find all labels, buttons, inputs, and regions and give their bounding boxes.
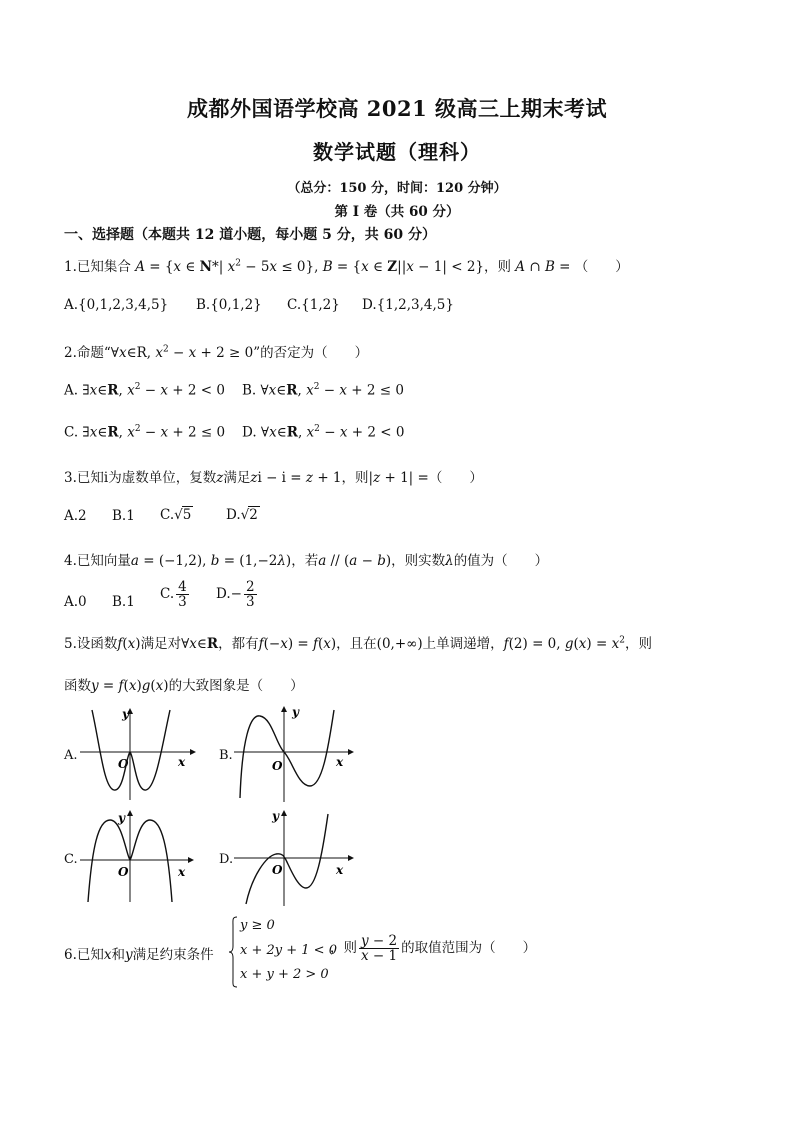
svg-text:y: y: [118, 811, 125, 825]
q6-system-brace: [228, 916, 238, 988]
q5-option-d-label: D.: [219, 852, 234, 867]
svg-text:x: x: [336, 863, 344, 877]
q4-option-a: A.0: [64, 594, 87, 610]
q1-prefix: 1.已知集合: [64, 259, 131, 275]
q2-option-a: A. ∃x∈R, $x^2 - x + 2 < 0$: [64, 382, 225, 399]
svg-text:y: y: [122, 707, 129, 721]
svg-text:O: O: [272, 759, 283, 773]
question-1: [64, 255, 629, 275]
q2-option-d: D. ∀x∈R, $x^2 - x + 2 < 0$: [242, 424, 405, 441]
svg-text:O: O: [272, 863, 283, 877]
q1-option-a: A.{0,1,2,3,4,5}: [64, 297, 169, 313]
exam-part: 第 I 卷（共 60 分）: [334, 204, 460, 220]
q5-option-c-graph: [78, 808, 196, 904]
svg-text:O: O: [118, 757, 129, 771]
q2-option-b: B. ∀x∈R, $x^2 - x + 2 \le 0$: [242, 382, 404, 399]
q1-set-a: A = {x ∈ N*| $x^2 - 5x \le 0$}, B = {x ∈ Z||x − 1| < 2}: [135, 258, 484, 275]
q2-suffix: ”的否定为（ ）: [253, 345, 369, 361]
question-5-line2: 函数y = f(x)g(x)的大致图象是（ ）: [64, 678, 304, 694]
q5-option-a-label: A.: [64, 748, 78, 763]
question-5: 5.设函数f(x)满足对∀x∈R，都有f(−x) = f(x)，且在(0,+∞)上单调递增，f(2) = 0, $g(x) = x^2$，则: [64, 635, 652, 652]
q1-option-b: B.{0,1,2}: [196, 297, 262, 313]
q1-option-c: C.{1,2}: [287, 297, 340, 313]
svg-text:O: O: [118, 865, 129, 879]
svg-text:x: x: [178, 865, 186, 879]
q3-option-c: C.√5: [160, 507, 192, 523]
q6-constraint-2: x + 2y + 1 < 0: [240, 943, 337, 958]
exam-meta: （总分：150 分，时间：120 分钟）: [287, 181, 507, 196]
q6-constraint-3: x + y + 2 > 0: [240, 967, 329, 982]
question-2: [64, 341, 368, 361]
q3-option-b: B.1: [112, 508, 135, 524]
question-3: 3.已知i为虚数单位，复数z满足zi − i = z + 1，则|z + 1| =（ ）: [64, 470, 483, 486]
q5-option-c-label: C.: [64, 852, 78, 867]
q4-option-c: C. $\frac{4}{3}$: [160, 579, 187, 611]
q6-constraint-1: y ≥ 0: [240, 918, 275, 933]
svg-text:x: x: [178, 755, 186, 769]
svg-text:y: y: [272, 809, 279, 823]
q1-tail: （ ）: [574, 259, 629, 275]
q5-option-b-graph: [232, 700, 354, 804]
svg-text:y: y: [292, 705, 299, 719]
question-6-tail: ，则 $\frac{y - 2}{x - 1}$ 的取值范围为（ ）: [330, 933, 537, 965]
q3-option-d: D.√2: [226, 507, 258, 523]
q5-option-a-graph: [78, 706, 196, 802]
q2-prefix: 2.命题“: [64, 345, 111, 361]
q5-option-d-graph: [232, 806, 354, 908]
q5-option-b-label: B.: [219, 748, 233, 763]
question-4: 4.已知向量a = (−1,2), b = (1,−2λ)，若a // (a − b)，则实数λ的值为（ ）: [64, 553, 549, 569]
q3-option-a: A.2: [64, 508, 87, 524]
q1-mid: ，则: [484, 259, 511, 275]
q1-option-d: D.{1,2,3,4,5}: [362, 297, 454, 313]
q4-option-b: B.1: [112, 594, 135, 610]
q1-expr: A ∩ B =: [515, 259, 571, 275]
section-title: 一、选择题（本题共 12 道小题，每小题 5 分，共 60 分）: [64, 227, 436, 243]
exam-subtitle: 数学试题（理科）: [313, 140, 481, 164]
q4-option-d: D.− $\frac{2}{3}$: [216, 579, 255, 611]
q2-prop: ∀x∈R, $x^2 - x + 2 \ge 0$: [110, 344, 254, 361]
exam-title: 成都外国语学校高 2021 级高三上期末考试: [186, 96, 608, 121]
svg-text:x: x: [336, 755, 344, 769]
q2-option-c: C. ∃x∈R, $x^2 - x + 2 \le 0$: [64, 424, 226, 441]
question-6: 6.已知x和y满足约束条件: [64, 947, 214, 963]
